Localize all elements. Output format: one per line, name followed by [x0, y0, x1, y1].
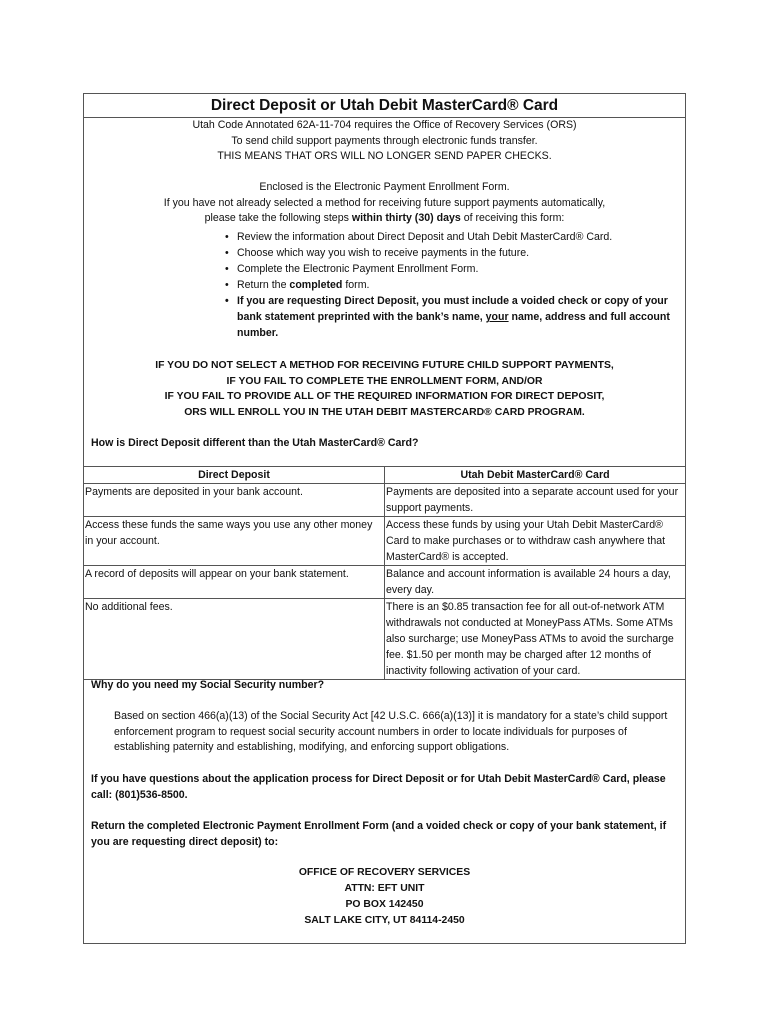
list-item: • Complete the Electronic Payment Enrollment Form.	[224, 261, 684, 277]
warning-line-2: IF YOU FAIL TO COMPLETE THE ENROLLMENT FORM, AND/OR	[226, 376, 543, 387]
list-item: • Choose which way you wish to receive payments in the future.	[224, 245, 684, 261]
deadline-text: within thirty (30) days	[351, 212, 461, 224]
list-item: • Return the completed form.	[224, 277, 684, 293]
table-cell: No additional fees.	[84, 599, 385, 680]
intro-line-2: To send child support payments through electronic funds transfer.	[231, 135, 538, 147]
address-line: ATTN: EFT UNIT	[344, 883, 425, 894]
warning-line-4: ORS WILL ENROLL YOU IN THE UTAH DEBIT MASTERCARD® CARD PROGRAM.	[184, 407, 585, 418]
column-header: Utah Debit MasterCard® Card	[385, 467, 686, 484]
table-row	[84, 566, 686, 599]
form-document	[83, 93, 686, 944]
table-cell: There is an $0.85 transaction fee for all out-of-network ATM withdrawals not conducted at MoneyPass ATMs. Some ATMs also surcharge; use MoneyPass ATMs to avoid the surcharge fee. $1.50 per month may be charged after 12 months of inactivity following activation of your card.	[385, 599, 686, 680]
address-line: OFFICE OF RECOVERY SERVICES	[298, 867, 471, 878]
table-cell: Payments are deposited into a separate account used for your support payments.	[385, 484, 686, 517]
intro-line-1: Utah Code Annotated 62A-11-704 requires the Office of Recovery Services (ORS)	[192, 119, 577, 131]
table-cell: A record of deposits will appear on your bank statement.	[84, 566, 385, 599]
document-title: Direct Deposit or Utah Debit MasterCard® Card	[84, 94, 685, 118]
list-item: • If you are requesting Direct Deposit, you must include a voided check or copy of your bank statement preprinted with the bank’s name, your name, address and full account number.	[224, 293, 684, 341]
list-item: • Review the information about Direct Deposit and Utah Debit MasterCard® Card.	[224, 229, 684, 245]
intro-line-3: THIS MEANS THAT ORS WILL NO LONGER SEND PAPER CHECKS.	[217, 150, 552, 162]
table-header-row	[84, 467, 686, 484]
enclosed-line-1: Enclosed is the Electronic Payment Enrollment Form.	[259, 181, 510, 193]
address-line: SALT LAKE CITY, UT 84114-2450	[304, 915, 465, 926]
comparison-table	[83, 466, 686, 680]
steps-list	[224, 229, 684, 341]
ssn-explanation: Based on section 466(a)(13) of the Social Security Act [42 U.S.C. 666(a)(13)] it is mandatory for a state’s child support enforcement program to request social security account numbers in order to locate individuals for purposes of establishing paternity and establishing, modifying, and enforcing support obligations.	[114, 710, 668, 753]
return-instructions: Return the completed Electronic Payment Enrollment Form (and a voided check or copy of your bank statement, if you are requesting direct deposit) to:	[91, 820, 667, 848]
table-cell: Balance and account information is available 24 hours a day, every day.	[385, 566, 686, 599]
table-row	[84, 484, 686, 517]
table-row	[84, 517, 686, 566]
question-direct-deposit: How is Direct Deposit different than the Utah MasterCard® Card?	[91, 437, 419, 449]
table-cell: Access these funds by using your Utah Debit MasterCard® Card to make purchases or to withdraw cash anywhere that MasterCard® is accepted.	[385, 517, 686, 566]
question-ssn: Why do you need my Social Security number?	[91, 679, 325, 691]
enclosed-line-3: please take the following steps within thirty (30) days of receiving this form:	[204, 212, 565, 224]
table-row	[84, 599, 686, 680]
warning-line-1: IF YOU DO NOT SELECT A METHOD FOR RECEIVING FUTURE CHILD SUPPORT PAYMENTS,	[155, 360, 614, 371]
warning-line-3: IF YOU FAIL TO PROVIDE ALL OF THE REQUIRED INFORMATION FOR DIRECT DEPOSIT,	[164, 391, 605, 402]
column-header: Direct Deposit	[84, 467, 385, 484]
enclosed-line-2: If you have not already selected a method for receiving future support payments automatically,	[163, 197, 606, 209]
address-line: PO BOX 142450	[345, 899, 424, 910]
table-cell: Payments are deposited in your bank account.	[84, 484, 385, 517]
contact-info: If you have questions about the application process for Direct Deposit or for Utah Debit MasterCard® Card, please call: (801)536-8500.	[91, 773, 666, 801]
table-cell: Access these funds the same ways you use any other money in your account.	[84, 517, 385, 566]
